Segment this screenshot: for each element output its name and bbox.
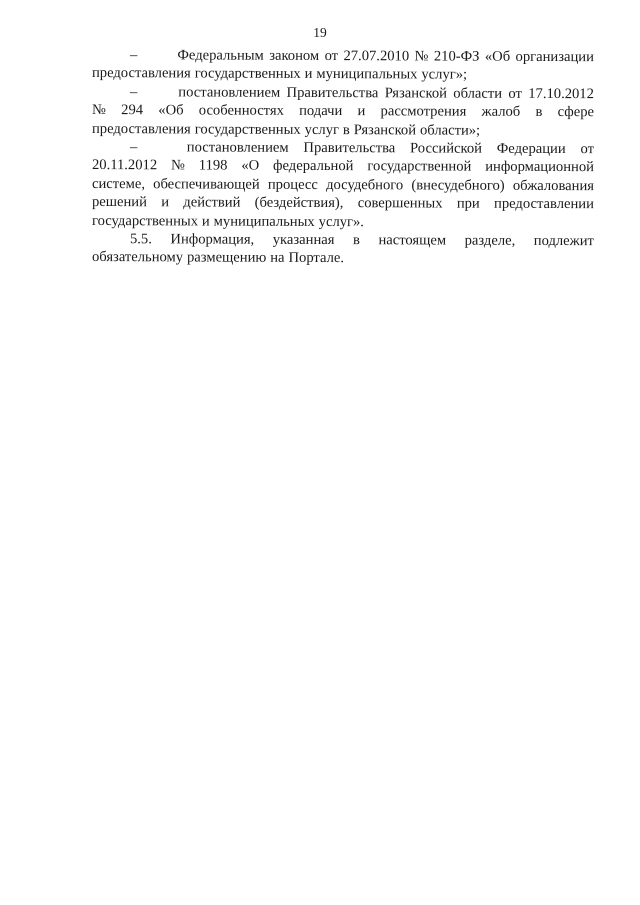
list-dash: – xyxy=(129,139,138,156)
text-line: № 294 «Об особенностях подачи и рассмотрения жалоб в сфере xyxy=(91,102,595,121)
list-dash: – xyxy=(129,47,138,64)
text-line: системе, обеспечивающей процесс досудебного (внесудебного) обжалования xyxy=(91,175,595,194)
text-line: предоставления государственных и муниципальных услуг»; xyxy=(91,65,468,84)
text-line: государственных и муниципальных услуг». xyxy=(91,212,365,230)
list-dash: – xyxy=(129,83,138,100)
document-body xyxy=(92,46,594,267)
text-line: предоставления государственных услуг в Рязанской области»; xyxy=(91,120,481,139)
page-number: 19 xyxy=(313,25,327,40)
text-line: 5.5. Информация, указанная в настоящем разделе, подлежит xyxy=(129,231,594,250)
text-line: решений и действий (бездействия), совершенных при предоставлении xyxy=(91,194,594,213)
list-item-line: – постановлением Правительства Рязанской области от 17.10.2012 xyxy=(129,83,594,102)
list-item-line: – Федеральным законом от 27.07.2010 № 210-ФЗ «Об организации xyxy=(129,47,594,66)
text-line: обязательному размещению на Портале. xyxy=(91,249,345,267)
list-item-line: – постановлением Правительства Российской Федерации от xyxy=(129,139,594,158)
text-line: 20.11.2012 № 1198 «О федеральной государственной информационной xyxy=(91,157,594,176)
